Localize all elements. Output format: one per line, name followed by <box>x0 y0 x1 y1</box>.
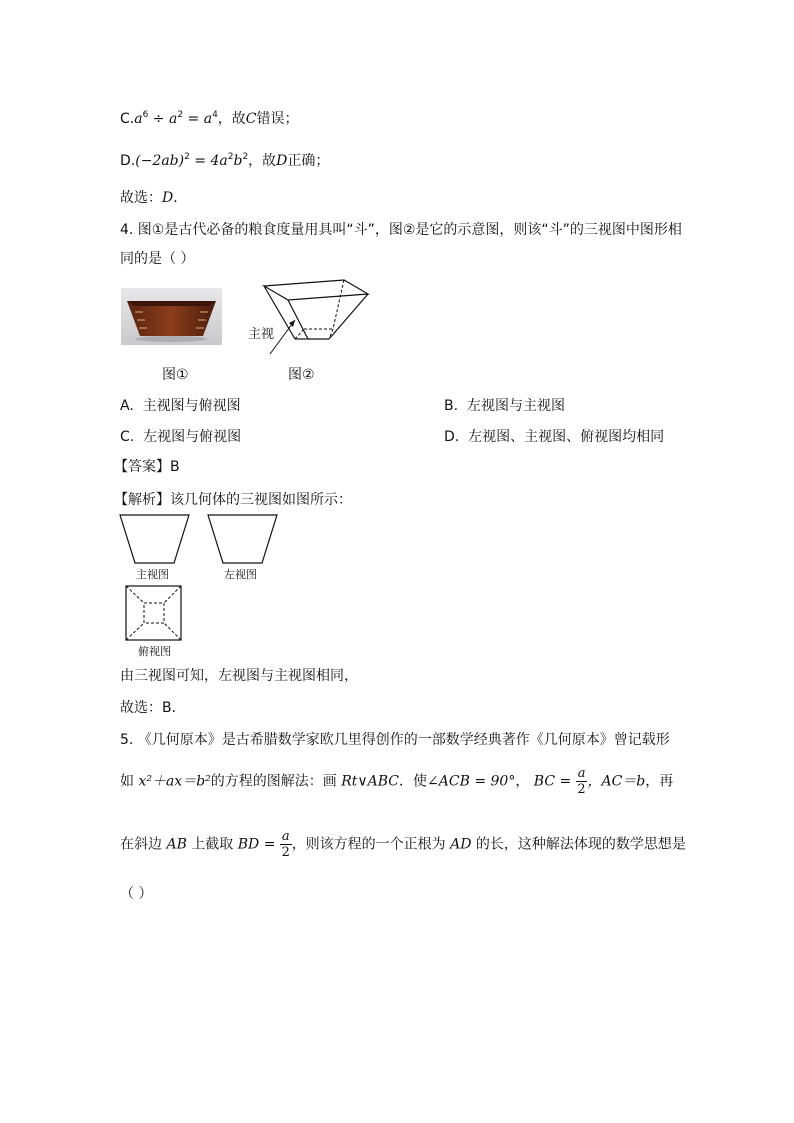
figure-1-photo <box>121 288 222 345</box>
left-view-label: 左视图 <box>224 568 257 581</box>
fraction-a-over-2: $\frac{a}{2}$ <box>577 766 586 797</box>
option-d-line: $D.(-2ab)^2 = 4a^2b^2$，故D正确； <box>120 152 330 169</box>
q5-stem-line1: 5. 《几何原本》是古希腊数学家欧几里得创作的一部数学经典著作《几何原本》曾记载形 <box>120 732 670 748</box>
q4-option-c[interactable]: C. 左视图与俯视图 <box>120 429 242 445</box>
option-c-line: $C.a^6 \div a^2 = a^4$，故C错误； <box>120 110 299 127</box>
q4-option-d[interactable]: D. 左视图、主视图、俯视图均相同 <box>444 429 665 445</box>
view-direction-label: 主视 <box>248 327 275 342</box>
q4-stem-line1: 4. 图①是古代必备的粮食度量用具叫“斗”，图②是它的示意图，则该“斗”的三视图中图形相 <box>120 222 682 238</box>
figure-2-caption: 图② <box>288 367 315 383</box>
figure-1-caption: 图① <box>162 367 189 383</box>
left-view-diagram <box>206 513 280 565</box>
q5-answer-blank: （ ） <box>120 886 153 902</box>
q4-stem-line2: 同的是（ ） <box>120 251 195 267</box>
label-d: D. <box>120 153 136 169</box>
q4-conclusion: 由三视图可知，左视图与主视图相同， <box>120 668 358 684</box>
frustum-diagram <box>240 276 370 368</box>
q4-option-b[interactable]: B. 左视图与主视图 <box>444 398 565 414</box>
figure-2-diagram <box>240 276 370 368</box>
q4-choose: 故选：B． <box>120 700 186 716</box>
q5-stem-line3: 在斜边 AB 上截取 BD = $\frac{a}{2}$ ，则该方程的一个正根为 AD 的长，这种解法体现的数学思想是 <box>120 829 686 860</box>
top-view-label: 俯视图 <box>138 645 171 658</box>
label-c: C. <box>120 111 135 127</box>
q4-option-a[interactable]: A. 主视图与俯视图 <box>120 398 241 414</box>
wooden-dou-image <box>121 288 222 345</box>
top-view-diagram <box>125 585 183 642</box>
q4-answer: 【答案】B <box>114 459 180 475</box>
front-view-diagram <box>118 513 192 565</box>
previous-answer-line: 故选：D． <box>120 190 188 206</box>
fraction-a-over-2-second: $\frac{a}{2}$ <box>281 829 290 860</box>
q5-stem-line2: 如 x²＋ax＝b²的方程的图解法：画 Rt∨ABC．使∠ACB = 90°， BC = $\frac{a}{2}$ ，AC＝b，再 <box>120 766 674 797</box>
front-view-label: 主视图 <box>136 568 169 581</box>
q4-analysis: 【解析】该几何体的三视图如图所示： <box>114 492 352 508</box>
